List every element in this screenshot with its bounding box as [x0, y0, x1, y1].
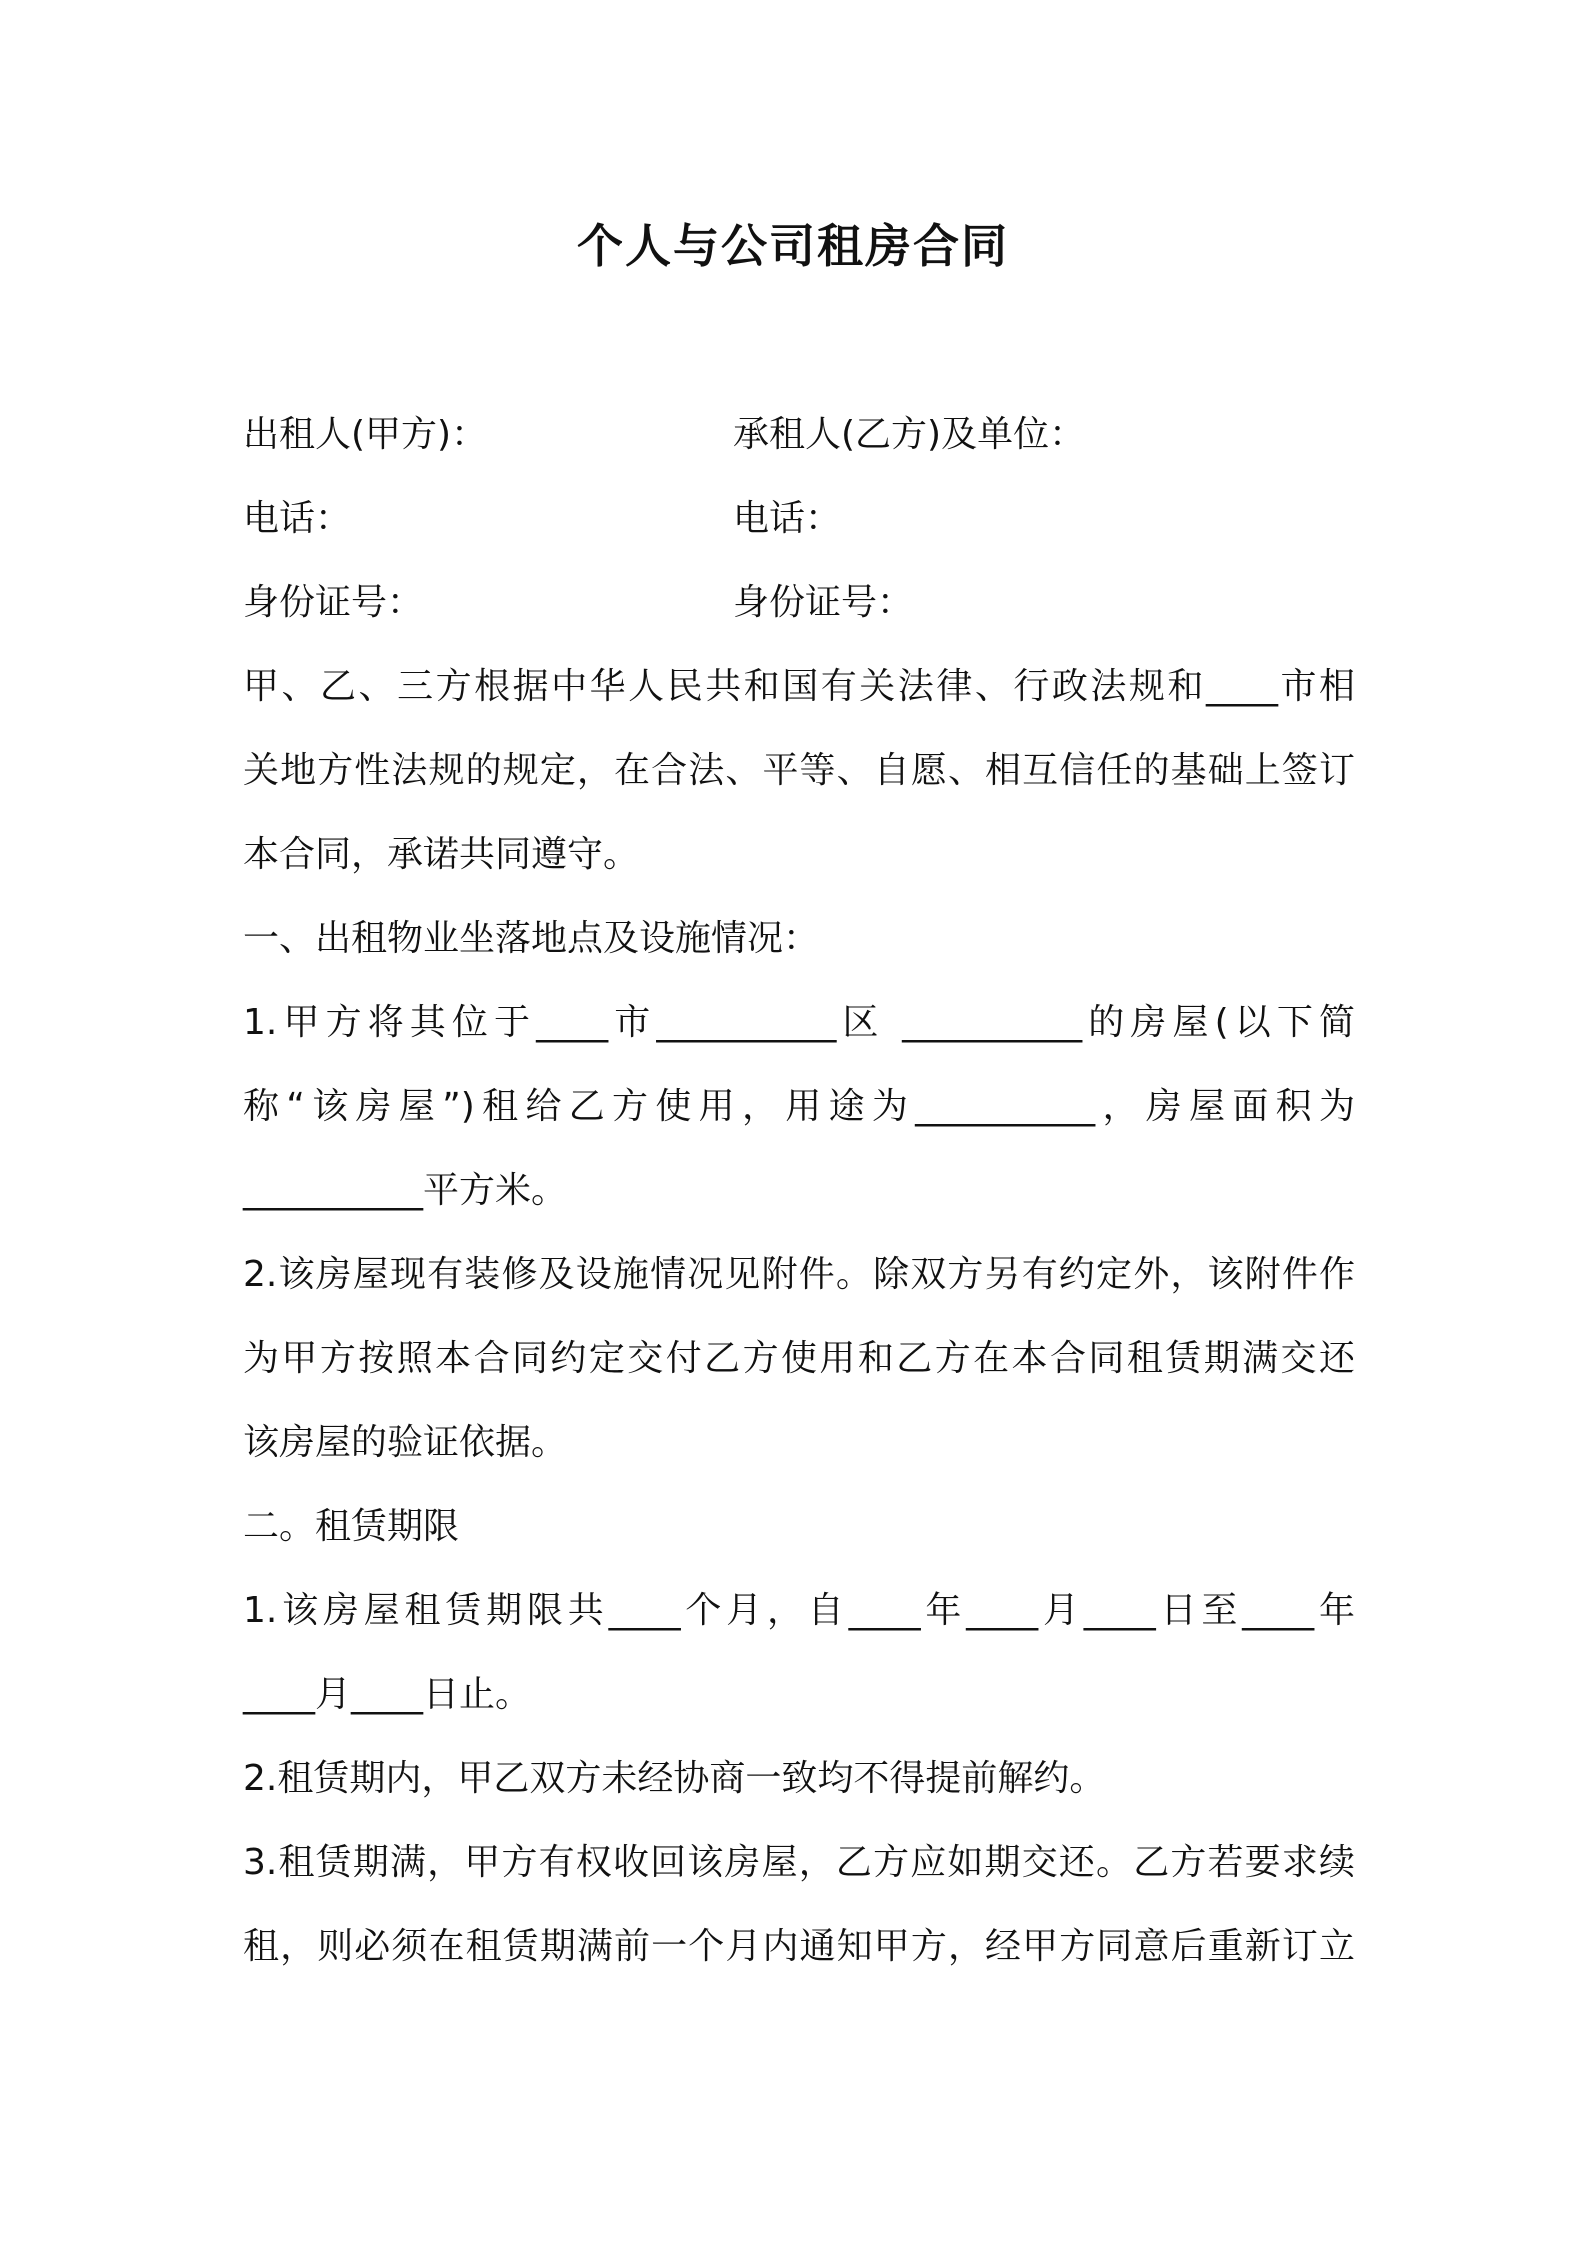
clause-1-1-line-2: 称“该房屋”)租给乙方使用，用途为__________，房屋面积为	[243, 1086, 1355, 1127]
lessee-label: 承租人(乙方)及单位：	[733, 414, 1086, 455]
preamble-line-1: 甲、乙、三方根据中华人民共和国有关法律、行政法规和____市相	[243, 666, 1355, 707]
clause-1-2-line-1: 2.该房屋现有装修及设施情况见附件。除双方另有约定外，该附件作	[243, 1254, 1355, 1295]
clause-2-3-line-1: 3.租赁期满，甲方有权收回该房屋，乙方应如期交还。乙方若要求续	[243, 1842, 1355, 1883]
section-heading-2: 二。租赁期限	[243, 1506, 460, 1547]
clause-2-1-line-1: 1.该房屋租赁期限共____个月，自____年____月____日至____年	[243, 1590, 1355, 1631]
preamble-line-3: 本合同，承诺共同遵守。	[243, 834, 640, 875]
clause-1-1-line-3: __________平方米。	[243, 1170, 568, 1211]
clause-2-2: 2.租赁期内，甲乙双方未经协商一致均不得提前解约。	[243, 1758, 1106, 1799]
clause-2-1-line-2: ____月____日止。	[243, 1674, 532, 1715]
clause-1-2-line-2: 为甲方按照本合同约定交付乙方使用和乙方在本合同租赁期满交还	[243, 1338, 1355, 1379]
lessor-phone-label: 电话：	[243, 498, 352, 539]
document-title: 个人与公司租房合同	[577, 219, 1009, 273]
lessee-phone-label: 电话：	[733, 498, 842, 539]
lessee-id-label: 身份证号：	[733, 582, 914, 623]
section-heading-1: 一、出租物业坐落地点及设施情况：	[243, 918, 820, 959]
clause-2-3-line-2: 租，则必须在租赁期满前一个月内通知甲方，经甲方同意后重新订立	[243, 1926, 1355, 1967]
clause-1-1-line-1: 1.甲方将其位于____市__________区 __________的房屋(以下简	[243, 1002, 1355, 1043]
preamble-line-2: 关地方性法规的规定，在合法、平等、自愿、相互信任的基础上签订	[243, 750, 1355, 791]
lessor-id-label: 身份证号：	[243, 582, 424, 623]
clause-1-2-line-3: 该房屋的验证依据。	[243, 1422, 568, 1463]
lessor-label: 出租人(甲方)：	[243, 414, 488, 455]
